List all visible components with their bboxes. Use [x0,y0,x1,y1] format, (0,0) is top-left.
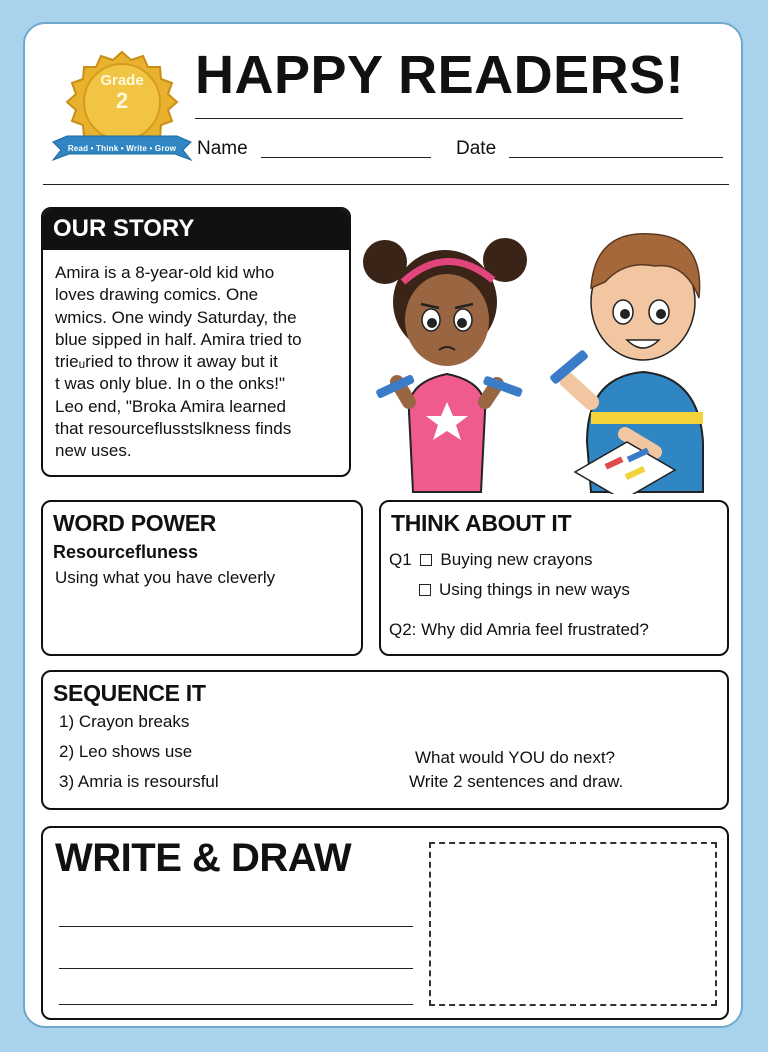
writing-line-3[interactable] [59,1004,413,1005]
page-title: HAPPY READERS! [195,45,685,105]
badge-ribbon-text: Read • Think • Write • Grow [67,144,177,153]
question-1-option-2 [419,580,630,600]
vocab-definition: Using what you have cleverly [55,568,276,587]
write-and-draw-box [41,826,729,1020]
next-step-prompt-line-2: Write 2 sentences and draw. [409,772,624,791]
word-power-heading: WORD POWER [53,510,217,536]
story-text [43,250,349,463]
story-line: blue sipped in half. Amira tried to [55,329,302,349]
q1-option-1-label: Buying new crayons [440,550,593,569]
header-divider [43,184,729,185]
story-line: that resourceflusstslkness finds [55,419,292,439]
girl-character-icon [363,238,527,492]
story-line: Leo end, "Broka Amira learned [55,396,286,416]
story-illustration [355,202,735,494]
badge-grade-label: Grade [100,72,144,89]
think-about-it-heading: THINK ABOUT IT [391,510,572,536]
badge-seal-icon [47,50,197,180]
q1-option-2-label: Using things in new ways [439,580,630,599]
q1-option-1-checkbox[interactable] [420,554,432,566]
drawing-area[interactable] [429,842,717,1006]
writing-line-1[interactable] [59,926,413,927]
story-line: trieᵤried to throw it away but it [55,352,278,372]
sequence-step-1: 1) Crayon breaks [59,712,190,731]
sequence-step-3: 3) Amria is resoursful [59,772,219,791]
word-power-box [41,500,363,656]
name-label: Name [197,138,248,159]
date-field[interactable] [509,157,723,158]
next-step-prompt-line-1: What would YOU do next? [415,748,616,767]
story-line: loves drawing comics. One [55,285,259,305]
story-line: Amira is a 8-year-old kid who [55,263,275,282]
story-line: new uses. [55,441,132,461]
write-and-draw-heading: WRITE & DRAW [55,836,352,880]
think-about-it-box [379,500,729,656]
q1-option-2-checkbox[interactable] [419,584,431,596]
question-2: Q2: Why did Amria feel frustrated? [389,620,649,639]
sequence-it-box [41,670,729,810]
date-label: Date [456,138,497,159]
name-field[interactable] [261,157,431,158]
writing-line-2[interactable] [59,968,413,969]
our-story-heading: OUR STORY [43,209,349,250]
vocab-term: Resourcefluness [53,542,199,562]
story-line: wmics. One windy Saturday, the [55,307,297,327]
grade-badge [47,50,197,170]
question-1 [389,550,593,570]
sequence-step-2: 2) Leo shows use [59,742,193,761]
sequence-it-heading: SEQUENCE IT [53,680,206,706]
worksheet-page [23,22,743,1028]
q1-label: Q1 [389,550,412,569]
story-line: t was only blue. In o the onks!" [55,374,285,394]
title-divider [195,118,683,119]
our-story-box [41,207,351,477]
badge-grade-number: 2 [115,88,129,113]
